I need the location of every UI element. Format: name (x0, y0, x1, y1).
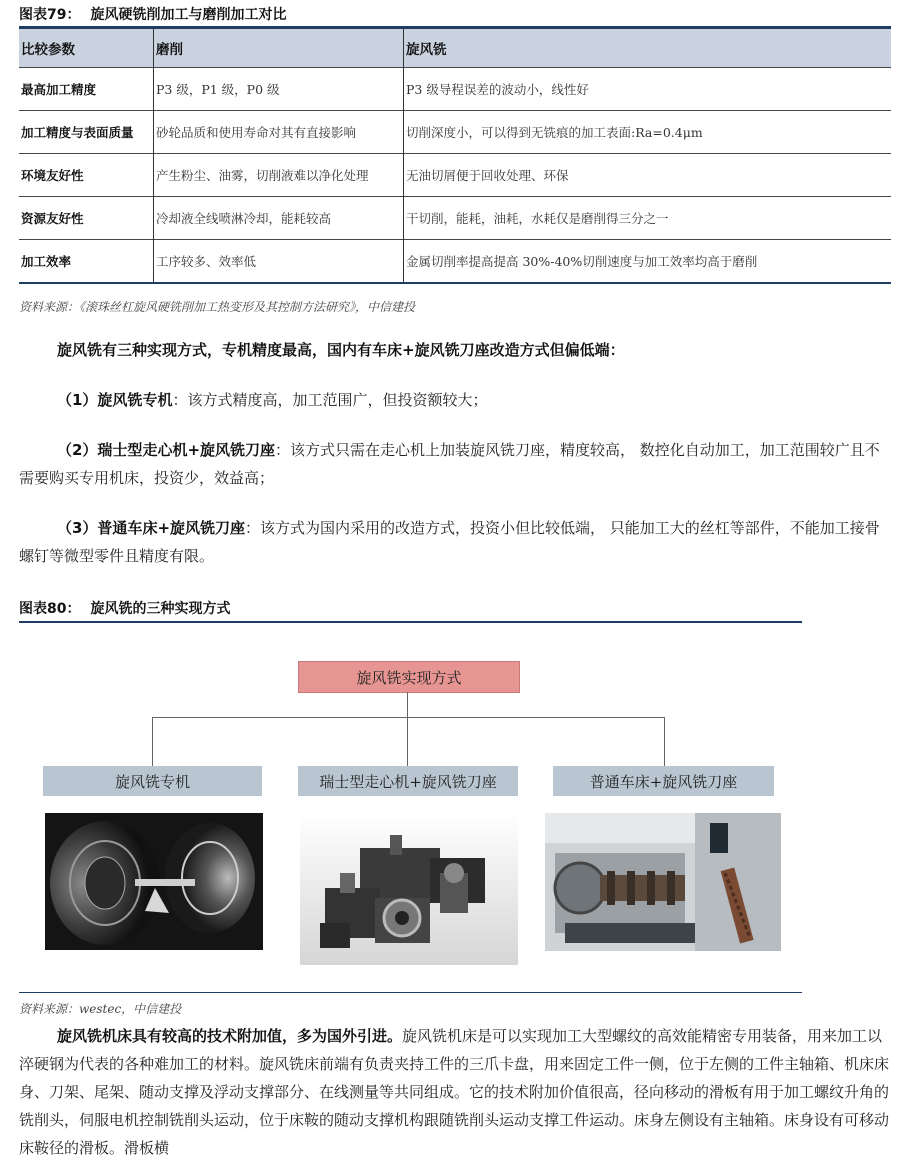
diagram-root-box: 旋风铣实现方式 (298, 661, 520, 693)
method-3-text: ：该方式为国内采用的改造方式，投资小但比较低端， 只能加工大的丝杠等部件，不能加工接骨螺钉等微型零件且精度有限。 (19, 519, 880, 565)
table-header-cell: 旋风铣 (404, 28, 892, 68)
connector-line (152, 717, 153, 766)
table-cell: P3 级导程误差的波动小，线性好 (404, 68, 892, 111)
table-cell: 砂轮品质和使用寿命对其有直接影响 (154, 111, 404, 154)
dedicated-machine-photo (45, 813, 263, 950)
table-cell: 最高加工精度 (19, 68, 154, 111)
method-2-paragraph (19, 436, 891, 492)
swiss-type-photo (300, 813, 518, 965)
table-cell: P3 级，P1 级，P0 级 (154, 68, 404, 111)
table-header-cell: 磨削 (154, 28, 404, 68)
body-paragraphs (19, 336, 891, 570)
connector-line (664, 717, 665, 766)
figure-79-number: 图表79： (19, 7, 81, 23)
comparison-table (19, 26, 891, 284)
connector-line (407, 717, 408, 766)
bottom-paragraph (19, 1022, 891, 1162)
table-row (19, 197, 891, 240)
table-cell: 加工效率 (19, 240, 154, 284)
method-3-label: （3）普通车床+旋风铣刀座 (57, 519, 246, 537)
table-cell: 金属切削率提高提高 30%-40%切削速度与加工效率均高于磨削 (404, 240, 892, 284)
table-cell: 产生粉尘、油雾，切削液难以净化处理 (154, 154, 404, 197)
figure-79-title (19, 4, 286, 24)
table-cell: 干切削，能耗，油耗，水耗仅是磨削得三分之一 (404, 197, 892, 240)
table-cell: 加工精度与表面质量 (19, 111, 154, 154)
bottom-body-text: 旋风铣机床是可以实现加工大型螺纹的高效能精密专用装备，用来加工以淬硬钢为代表的各种难加工的材料。旋风铣床前端有负责夹持工件的三爪卡盘，用来固定工件一侧，位于左侧的工件主轴箱、机床床身、刀架、尾架、随动支撑及浮动支撑部分、在线测量等共同组成。它的技术附加价值很高，径向移动的滑板有用于加工螺纹升角的铣削头，伺服电机控制铣削头运动，位于床鞍的随动支撑机构跟随铣削头运动支撑工件运动。床身左侧设有主轴箱。床身设有可移动床鞍径的滑板。滑板横 (19, 1027, 890, 1157)
table-row (19, 68, 891, 111)
intro-text: 旋风铣有三种实现方式，专机精度最高，国内有车床+旋风铣刀座改造方式但偏低端： (57, 341, 625, 359)
figure-80-source: 资料来源：westec，中信建投 (19, 1002, 182, 1016)
table-row (19, 154, 891, 197)
figure-80-title-text: 旋风铣的三种实现方式 (90, 601, 231, 617)
bottom-paragraph-text (19, 1022, 891, 1162)
branch-box-swiss: 瑞士型走心机+旋风铣刀座 (298, 766, 518, 796)
branch-box-lathe: 普通车床+旋风铣刀座 (553, 766, 774, 796)
connector-line (407, 692, 408, 717)
table-header-row (19, 28, 891, 68)
table-cell: 环境友好性 (19, 154, 154, 197)
connector-line (152, 717, 664, 718)
figure-80-top-rule (19, 621, 802, 623)
table-cell: 无油切屑便于回收处理、环保 (404, 154, 892, 197)
table-header-cell: 比较参数 (19, 28, 154, 68)
method-3-paragraph (19, 514, 891, 570)
method-1-label: （1）旋风铣专机 (57, 391, 173, 409)
method-1-text: ：该方式精度高，加工范围广，但投资额较大； (172, 391, 488, 409)
table-cell: 资源友好性 (19, 197, 154, 240)
method-1-paragraph (19, 386, 891, 414)
figure-80-number: 图表80： (19, 601, 81, 617)
table-row (19, 111, 891, 154)
figure-80-bottom-rule (19, 992, 802, 993)
table-row (19, 240, 891, 284)
table-cell: 切削深度小，可以得到无铣痕的加工表面:Ra=0.4μm (404, 111, 892, 154)
method-2-text: ：该方式只需在走心机上加装旋风铣刀座，精度较高， 数控化自动加工，加工范围较广且不需要购买专用机床，投资少，效益高； (19, 441, 880, 487)
bottom-lead-text: 旋风铣机床具有较高的技术附加值，多为国外引进。 (57, 1027, 403, 1045)
lathe-photo (545, 813, 781, 951)
method-2-label: （2）瑞士型走心机+旋风铣刀座 (57, 441, 276, 459)
figure-79-source: 资料来源：《滚珠丝杠旋风硬铣削加工热变形及其控制方法研究》，中信建投 (19, 300, 416, 314)
table-cell: 工序较多、效率低 (154, 240, 404, 284)
table-cell: 冷却液全线喷淋冷却，能耗较高 (154, 197, 404, 240)
figure-79-title-text: 旋风硬铣削加工与磨削加工对比 (90, 7, 287, 23)
figure-80-title (19, 598, 230, 618)
intro-paragraph (19, 336, 891, 364)
branch-box-dedicated: 旋风铣专机 (43, 766, 262, 796)
